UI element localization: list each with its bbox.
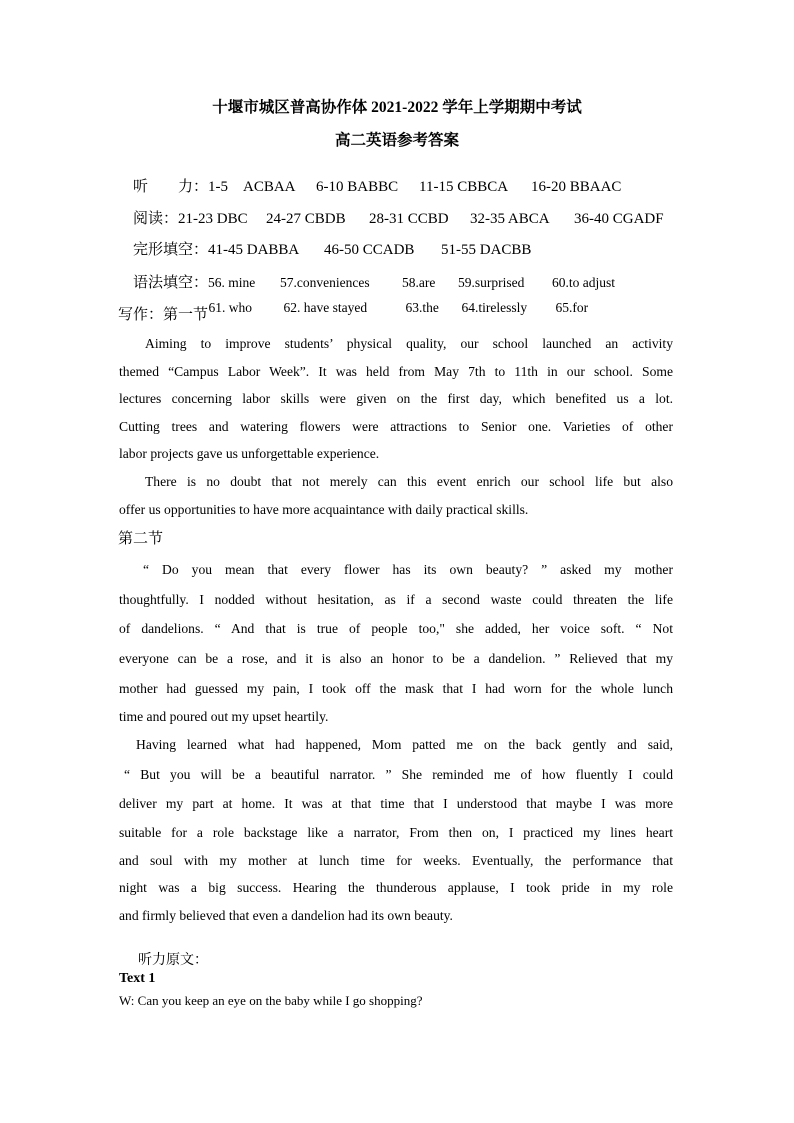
answer-item: 57.conveniences <box>280 275 370 290</box>
text-line: offer us opportunities to have more acquaintance with daily practical skills. <box>119 501 529 517</box>
text-line: of dandelions. “ And that is true of people too," she added, her voice soft. “ Not <box>119 621 673 637</box>
answer-item: 56. mine <box>208 275 256 290</box>
text-line: “ Do you mean that every flower has its own beauty? ” asked my mother <box>143 562 673 577</box>
text-line: suitable for a role backstage like a narrator, From then on, I practiced my lines heart <box>119 825 673 840</box>
answer-group: 41-45 DABBA <box>208 242 300 258</box>
writing-section1-text <box>119 330 673 523</box>
text-line: “ But you will be a beautiful narrator. ” She reminded me of how fluently I could <box>124 766 673 782</box>
text-line: Cutting trees and watering flowers were attractions to Senior one. Varieties of other <box>119 418 673 434</box>
section2-heading: 第二节 <box>118 531 164 547</box>
writing-heading: 写作：第一节 <box>118 307 209 323</box>
answer-group: 24-27 CBDB <box>266 211 346 227</box>
answer-group: 16-20 BBAAC <box>531 179 622 195</box>
answer-group: 46-50 CCADB <box>324 242 415 258</box>
text-line: There is no doubt that not merely can this event enrich our school life but also <box>145 473 673 489</box>
answer-item: 65.for <box>555 300 589 315</box>
reading-label: 阅读： <box>133 211 179 227</box>
answer-item: 64.tirelessly <box>461 300 528 315</box>
text-line: everyone can be a rose, and it is also an honor to be a dandelion. ” Relieved that my <box>119 651 673 667</box>
text-line: thoughtfully. I nodded without hesitation, as if a second waste could threaten the life <box>119 591 673 607</box>
page-title: 十堰市城区普高协作体 2021-2022 学年上学期期中考试 <box>212 99 582 116</box>
answer-item: 59.surprised <box>458 275 525 290</box>
answer-group: 21-23 DBC <box>178 211 248 227</box>
text-line: night was a big success. Hearing the thunderous applause, I took pride in my role <box>119 880 673 896</box>
answer-group: 51-55 DACBB <box>441 242 532 258</box>
text-line: themed “Campus Labor Week”. It was held from May 7th to 11th in our school. Some <box>119 363 673 379</box>
answer-item: 63.the <box>405 300 439 315</box>
text-line: Having learned what had happened, Mom patted me on the back gently and said, <box>136 737 673 753</box>
dialogue-line: W: Can you keep an eye on the baby while I go shopping? <box>119 993 423 1008</box>
cloze-label: 完形填空： <box>133 242 209 258</box>
text-line: Aiming to improve students’ physical quality, our school launched an activity <box>145 336 673 351</box>
text-line: and firmly believed that even a dandelion had its own beauty. <box>119 907 453 923</box>
answer-group: 1-5 ACBAA <box>208 179 296 195</box>
text-line: time and poured out my upset heartily. <box>119 709 329 725</box>
text-label: Text 1 <box>119 971 156 986</box>
answer-item: 62. have stayed <box>283 300 368 315</box>
text-line: lectures concerning labor skills were given on the first day, which benefited us a lot. <box>119 391 673 407</box>
grammar-answers-row2 <box>195 284 588 332</box>
answer-group: 6-10 BABBC <box>316 179 399 195</box>
answer-item: 58.are <box>402 275 436 290</box>
text-line: mother had guessed my pain, I took off the mask that I had worn for the whole lunch <box>119 680 673 696</box>
text-line: deliver my part at home. It was at that time that I understood that maybe I was more <box>119 796 673 812</box>
grammar-label: 语法填空： <box>133 275 209 291</box>
answer-item: 60.to adjust <box>552 275 616 290</box>
text-line: and soul with my mother at lunch time for weeks. Eventually, the performance that <box>119 852 673 868</box>
page-subtitle: 高二英语参考答案 <box>334 132 459 149</box>
answer-group: 28-31 CCBD <box>369 211 449 227</box>
answer-group: 36-40 CGADF <box>574 211 664 227</box>
listening-script-heading: 听力原文： <box>138 953 208 968</box>
answer-group: 11-15 CBBCA <box>419 179 509 195</box>
text-line: labor projects gave us unforgettable experience. <box>119 446 380 462</box>
listening-label: 听 力： <box>133 179 209 195</box>
writing-section2-text <box>119 555 673 929</box>
answer-item: 61. who <box>208 300 252 315</box>
answer-group: 32-35 ABCA <box>470 211 550 227</box>
